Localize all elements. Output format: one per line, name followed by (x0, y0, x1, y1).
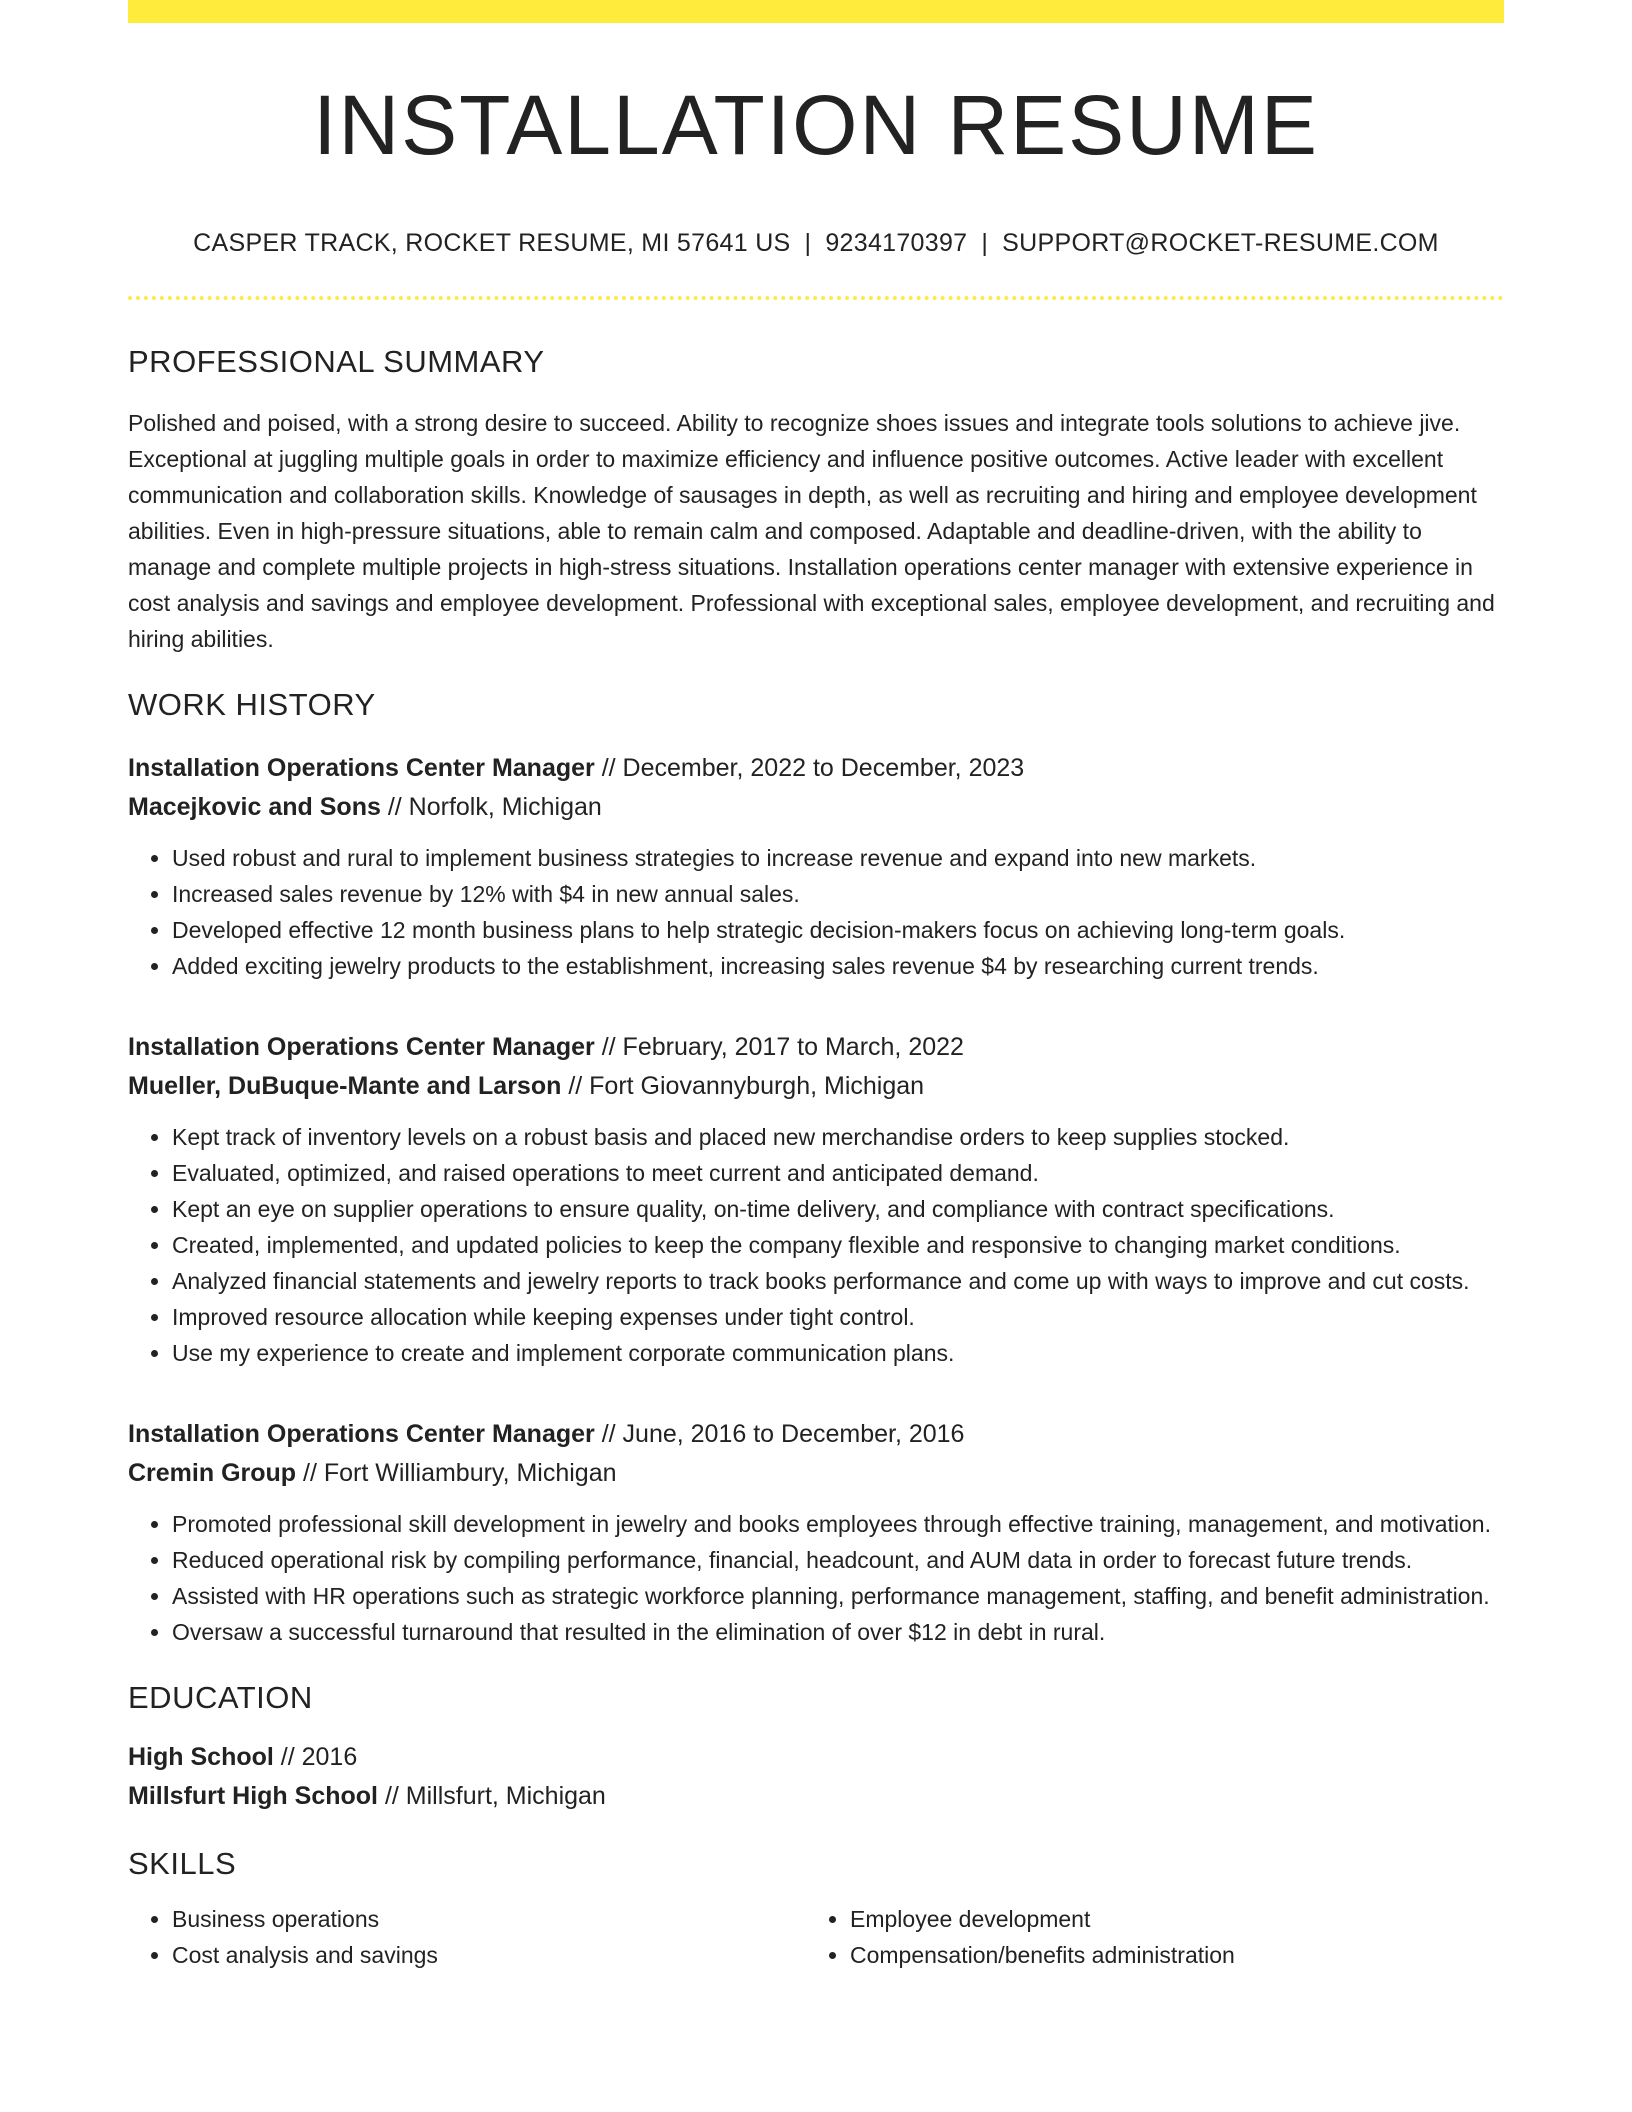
skills-right-list (806, 1901, 1484, 1973)
job-dates: // February, 2017 to March, 2022 (594, 1033, 964, 1061)
contact-phone: 9234170397 (825, 229, 968, 257)
accent-bar (128, 0, 1504, 23)
job-location: // Norfolk, Michigan (380, 793, 602, 821)
job-entry (128, 1415, 1504, 1650)
resume-title: INSTALLATION RESUME (313, 78, 1319, 172)
list-item: • Compensation/benefits administration (850, 1937, 1484, 1973)
job-company-line (128, 1454, 1504, 1493)
job-dates: // December, 2022 to December, 2023 (594, 754, 1025, 782)
list-item: • Improved resource allocation while keeping expenses under tight control. (172, 1299, 1504, 1335)
education-heading: EDUCATION (128, 1680, 313, 1715)
job-location: // Fort Giovannyburgh, Michigan (561, 1072, 925, 1100)
contact-separator: | (804, 229, 812, 257)
list-item: • Used robust and rural to implement business strategies to increase revenue and expand into new markets. (172, 840, 1504, 876)
skills-columns (128, 1901, 1504, 1973)
job-title: Installation Operations Center Manager (128, 1420, 595, 1448)
education-entry (128, 1738, 1504, 1816)
job-company-line (128, 788, 1504, 827)
job-company: Cremin Group (128, 1459, 297, 1487)
job-title: Installation Operations Center Manager (128, 754, 595, 782)
contact-line (128, 229, 1504, 258)
job-title: Installation Operations Center Manager (128, 1033, 595, 1061)
education-degree-line (128, 1738, 1504, 1777)
list-item: • Evaluated, optimized, and raised operations to meet current and anticipated demand. (172, 1155, 1504, 1191)
education-year: // 2016 (273, 1743, 358, 1771)
list-item: • Reduced operational risk by compiling performance, financial, headcount, and AUM data in order to forecast future trends. (172, 1542, 1504, 1578)
job-title-line (128, 1028, 1504, 1067)
summary-text: Polished and poised, with a strong desire to succeed. Ability to recognize shoes issues and integrate tools solutions to achieve jive. Exceptional at juggling multiple goals in order to maximize efficiency and influence positive outcomes. Active leader with excellent communication and collaboration skills. Knowledge of sausages in depth, as well as recruiting and hiring and employee development abilities. Even in high-pressure situations, able to remain calm and composed. Adaptable and deadline-driven, with the ability to manage and complete multiple projects in high-stress situations. Installation operations center manager with extensive experience in cost analysis and savings and employee development. Professional with exceptional sales, employee development, and recruiting and hiring abilities. (128, 410, 1495, 652)
job-title-line (128, 1415, 1504, 1454)
list-item: • Use my experience to create and implement corporate communication plans. (172, 1335, 1504, 1371)
contact-address: CASPER TRACK, ROCKET RESUME, MI 57641 US (193, 229, 791, 257)
list-item: • Oversaw a successful turnaround that resulted in the elimination of over $12 in debt in rural. (172, 1614, 1504, 1650)
job-company: Macejkovic and Sons (128, 793, 381, 821)
list-item: • Kept track of inventory levels on a robust basis and placed new merchandise orders to keep supplies stocked. (172, 1119, 1504, 1155)
job-location: // Fort Williambury, Michigan (296, 1459, 617, 1487)
list-item: • Developed effective 12 month business plans to help strategic decision-makers focus on achieving long-term goals. (172, 912, 1504, 948)
skills-left-list (128, 1901, 806, 1973)
list-item: • Analyzed financial statements and jewelry reports to track books performance and come up with ways to improve and cut costs. (172, 1263, 1504, 1299)
skills-heading: SKILLS (128, 1846, 237, 1881)
list-item: • Increased sales revenue by 12% with $4 in new annual sales. (172, 876, 1504, 912)
job-company: Mueller, DuBuque-Mante and Larson (128, 1072, 562, 1100)
education-school-line (128, 1777, 1504, 1816)
education-degree: High School (128, 1743, 274, 1771)
resume-page (128, 0, 1504, 1973)
list-item: • Cost analysis and savings (172, 1937, 806, 1973)
list-item: • Business operations (172, 1901, 806, 1937)
job-entry (128, 1028, 1504, 1371)
summary-heading: PROFESSIONAL SUMMARY (128, 344, 545, 379)
work-history-heading: WORK HISTORY (128, 687, 376, 722)
list-item: • Added exciting jewelry products to the establishment, increasing sales revenue $4 by researching current trends. (172, 948, 1504, 984)
job-entry (128, 749, 1504, 984)
job-dates: // June, 2016 to December, 2016 (594, 1420, 965, 1448)
job-bullets (128, 840, 1504, 984)
list-item: • Assisted with HR operations such as strategic workforce planning, performance management, staffing, and benefit administration. (172, 1578, 1504, 1614)
contact-email: SUPPORT@ROCKET-RESUME.COM (1002, 229, 1439, 257)
education-school: Millsfurt High School (128, 1782, 378, 1810)
job-bullets (128, 1119, 1504, 1371)
list-item: • Created, implemented, and updated policies to keep the company flexible and responsive to changing market conditions. (172, 1227, 1504, 1263)
job-bullets (128, 1506, 1504, 1650)
list-item: • Employee development (850, 1901, 1484, 1937)
contact-separator: | (981, 229, 989, 257)
education-location: // Millsfurt, Michigan (378, 1782, 606, 1810)
dotted-divider (128, 296, 1504, 300)
job-company-line (128, 1067, 1504, 1106)
list-item: • Kept an eye on supplier operations to ensure quality, on-time delivery, and compliance with contract specifications. (172, 1191, 1504, 1227)
list-item: • Promoted professional skill development in jewelry and books employees through effective training, management, and motivation. (172, 1506, 1504, 1542)
job-title-line (128, 749, 1504, 788)
